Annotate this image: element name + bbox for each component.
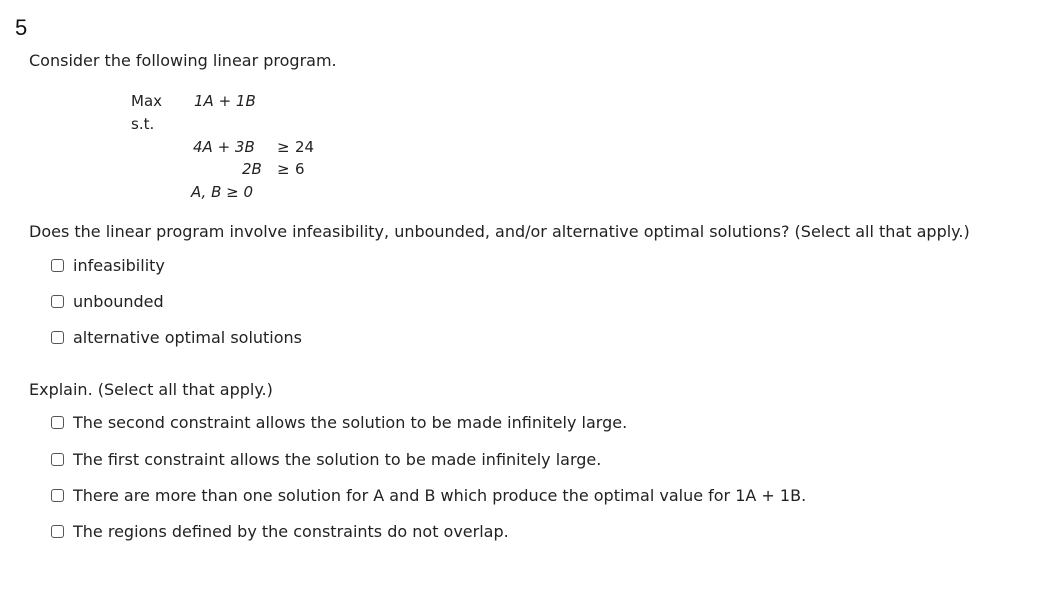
checkbox[interactable] [51, 453, 64, 466]
explain-prompt: Explain. (Select all that apply.) [29, 380, 273, 399]
checkbox[interactable] [51, 259, 64, 272]
checkbox[interactable] [51, 416, 64, 429]
option-infeasibility[interactable] [51, 255, 165, 275]
explain-option-first-constraint[interactable] [51, 449, 601, 469]
option-label: The second constraint allows the solution to be made infinitely large. [73, 412, 628, 432]
explain-option-second-constraint[interactable] [51, 412, 627, 432]
option-label: infeasibility [73, 255, 165, 275]
constraint-1-lhs: 4A + 3B [193, 138, 255, 156]
option-label: The regions defined by the constraints do not overlap. [73, 521, 509, 541]
constraint-2-rhs: 6 [295, 160, 305, 178]
option-label: There are more than one solution for A and B which produce the optimal value for 1A + 1B. [73, 485, 807, 505]
option-label: unbounded [73, 291, 164, 311]
question-text: Does the linear program involve infeasibility, unbounded, and/or alternative optimal solutions? (Select all that apply.) [29, 222, 970, 241]
option-label: alternative optimal solutions [73, 327, 303, 347]
constraint-1-op: ≥ [277, 138, 290, 156]
option-label: The first constraint allows the solution to be made infinitely large. [73, 449, 602, 469]
objective-function: 1A + 1B [194, 92, 256, 110]
option-alternative-optimal[interactable] [51, 327, 302, 347]
checkbox[interactable] [51, 295, 64, 308]
checkbox[interactable] [51, 489, 64, 502]
explain-option-no-overlap[interactable] [51, 521, 509, 541]
explain-option-multiple-solutions[interactable] [51, 485, 806, 505]
intro-text: Consider the following linear program. [29, 51, 337, 70]
question-number: 5 [15, 15, 28, 40]
checkbox[interactable] [51, 525, 64, 538]
constraint-2-lhs: 2B [242, 160, 262, 178]
constraint-2-op: ≥ [277, 160, 290, 178]
max-label: Max [131, 92, 163, 110]
nonnegativity-constraint: A, B ≥ 0 [191, 183, 254, 201]
constraint-1-rhs: 24 [295, 138, 315, 156]
st-label: s.t. [131, 115, 155, 133]
checkbox[interactable] [51, 331, 64, 344]
option-unbounded[interactable] [51, 291, 164, 311]
